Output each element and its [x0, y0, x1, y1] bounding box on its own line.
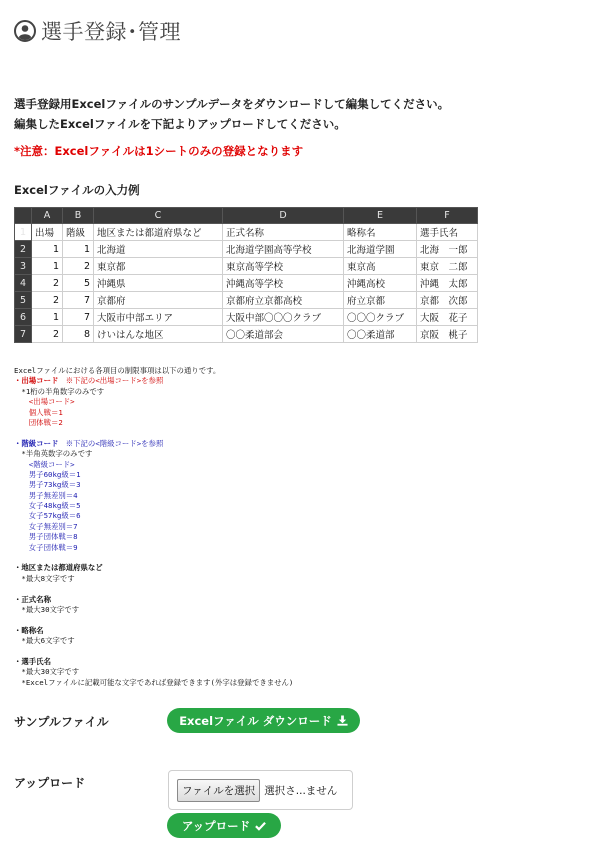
excel-row-number: 6: [15, 309, 32, 326]
excel-cell: 大阪市中部エリア: [94, 309, 223, 326]
code-item: 女子無差別＝7: [14, 521, 78, 531]
rule-title: ・地区または都道府県など: [14, 563, 103, 573]
file-input[interactable]: [168, 770, 353, 810]
excel-data-row: [15, 241, 478, 258]
excel-section-title: Excelファイルの入力例: [14, 183, 140, 197]
rule-text: *最大8文字です: [14, 573, 75, 583]
excel-data-row: [15, 258, 478, 275]
rule-text: *最大30文字です: [14, 667, 80, 677]
excel-data-row: [15, 292, 478, 309]
excel-row-number: 3: [15, 258, 32, 275]
excel-cell: 5: [63, 275, 94, 292]
code-item: 団体戦＝2: [14, 417, 63, 427]
upload-label: アップロード: [14, 776, 86, 790]
excel-col-letter: B: [63, 208, 94, 224]
excel-data-row: [15, 275, 478, 292]
excel-cell: 1: [32, 241, 63, 258]
excel-data-row: [15, 309, 478, 326]
excel-header-row: [15, 224, 478, 241]
excel-cell: 1: [32, 258, 63, 275]
code-item: 女子57kg級＝6: [14, 511, 81, 521]
excel-download-label: Excelファイル ダウンロード: [179, 713, 332, 728]
excel-cell: 8: [63, 326, 94, 343]
rule-ref: ※下記の<階級コード>を参照: [58, 438, 164, 448]
code-list-head: <階級コード>: [14, 459, 75, 469]
rule-title: ・選手氏名: [14, 656, 51, 666]
excel-cell: けいはんな地区: [94, 326, 223, 343]
excel-cell: 京都府: [94, 292, 223, 309]
rule-text: *Excelファイルに記載可能な文字であれば登録できます(外字は登録できません): [14, 677, 294, 687]
excel-cell: 北海道: [94, 241, 223, 258]
excel-row-number: 2: [15, 241, 32, 258]
rule-text: *最大30文字です: [14, 604, 80, 614]
excel-row-number: 4: [15, 275, 32, 292]
intro-line-1: 選手登録用Excelファイルのサンプルデータをダウンロードして編集してください。: [14, 97, 450, 111]
code-item: 女子48kg級＝5: [14, 501, 81, 511]
excel-col-letter: F: [417, 208, 478, 224]
rule-title: ・略称名: [14, 625, 44, 635]
excel-header-cell: 選手氏名: [417, 224, 478, 241]
code-item: 男子団体戦＝8: [14, 532, 78, 542]
code-item: 男子60kg級＝1: [14, 469, 81, 479]
excel-row-number: 7: [15, 326, 32, 343]
excel-header-cell: 出場: [32, 224, 63, 241]
excel-corner: [15, 208, 32, 224]
upload-button[interactable]: [167, 813, 281, 838]
excel-cell: 7: [63, 292, 94, 309]
rule-text: *1桁の半角数字のみです: [14, 386, 105, 396]
upload-button-label: アップロード: [181, 818, 251, 833]
excel-col-letter: D: [223, 208, 344, 224]
excel-col-letter: A: [32, 208, 63, 224]
excel-cell: 北海道学園: [344, 241, 417, 258]
excel-header-cell: 階級: [63, 224, 94, 241]
excel-cell: 京阪 桃子: [417, 326, 478, 343]
excel-cell: 2: [32, 292, 63, 309]
excel-cell: 2: [32, 275, 63, 292]
excel-row-number: 5: [15, 292, 32, 309]
excel-cell: 2: [32, 326, 63, 343]
excel-cell: 大阪 花子: [417, 309, 478, 326]
sample-file-label: サンプルファイル: [14, 715, 109, 729]
rules-intro: Excelファイルにおける各項目の制限事項は以下の通りです。: [14, 366, 221, 375]
code-list-head: <出場コード>: [14, 397, 75, 407]
excel-cell: 京都 次郎: [417, 292, 478, 309]
excel-cell: 1: [63, 241, 94, 258]
excel-cell: 東京高等学校: [223, 258, 344, 275]
file-status-text: 選択さ...ません: [264, 784, 338, 797]
rule-shutsujo-header: [14, 376, 293, 386]
page-title: [14, 16, 181, 46]
rule-title: ・階級コード: [14, 438, 59, 448]
choose-file-button[interactable]: ファイルを選択: [177, 779, 260, 802]
rule-ref: ※下記の<出場コード>を参照: [58, 376, 164, 386]
excel-cell: 北海 一郎: [417, 241, 478, 258]
excel-cell: 沖縄 太郎: [417, 275, 478, 292]
excel-column-letters: [15, 208, 478, 224]
excel-col-letter: E: [344, 208, 417, 224]
excel-cell: 府立京都: [344, 292, 417, 309]
rules-block: [14, 366, 293, 688]
user-circle-icon: [14, 20, 36, 42]
excel-row-number: 1: [15, 224, 32, 241]
excel-cell: 沖縄県: [94, 275, 223, 292]
check-icon: [255, 821, 266, 831]
rule-title: ・正式名称: [14, 594, 51, 604]
code-item: 男子73kg級＝3: [14, 480, 81, 490]
download-icon: [337, 715, 348, 726]
excel-download-button[interactable]: [167, 708, 360, 733]
excel-cell: 2: [63, 258, 94, 275]
excel-cell: 東京都: [94, 258, 223, 275]
excel-cell: 大阪中部〇〇〇クラブ: [223, 309, 344, 326]
excel-header-cell: 地区または都道府県など: [94, 224, 223, 241]
excel-col-letter: C: [94, 208, 223, 224]
rule-text: *半角英数字のみです: [14, 449, 93, 459]
excel-cell: 京都府立京都高校: [223, 292, 344, 309]
excel-cell: 〇〇〇クラブ: [344, 309, 417, 326]
excel-data-row: [15, 326, 478, 343]
rule-title: ・出場コード: [14, 376, 59, 386]
intro-line-2: 編集したExcelファイルを下記よりアップロードしてください。: [14, 117, 346, 131]
excel-cell: 東京 二郎: [417, 258, 478, 275]
rule-text: *最大6文字です: [14, 636, 75, 646]
excel-header-cell: 略称名: [344, 224, 417, 241]
excel-header-cell: 正式名称: [223, 224, 344, 241]
excel-cell: 7: [63, 309, 94, 326]
code-item: 女子団体戦＝9: [14, 542, 78, 552]
excel-example-table: [14, 207, 478, 343]
code-item: 個人戦＝1: [14, 407, 63, 417]
excel-cell: 沖縄高校: [344, 275, 417, 292]
intro-text: [14, 94, 449, 134]
excel-cell: 〇〇柔道部: [344, 326, 417, 343]
excel-cell: 1: [32, 309, 63, 326]
excel-cell: 沖縄高等学校: [223, 275, 344, 292]
warning-text: *注意：Excelファイルは1シートのみの登録となります: [14, 144, 304, 158]
code-item: 男子無差別＝4: [14, 490, 78, 500]
excel-cell: 東京高: [344, 258, 417, 275]
rule-kaikyu-header: [14, 439, 293, 449]
page-title-text: 選手登録･管理: [41, 20, 181, 44]
excel-cell: 北海道学園高等学校: [223, 241, 344, 258]
excel-cell: 〇〇柔道部会: [223, 326, 344, 343]
